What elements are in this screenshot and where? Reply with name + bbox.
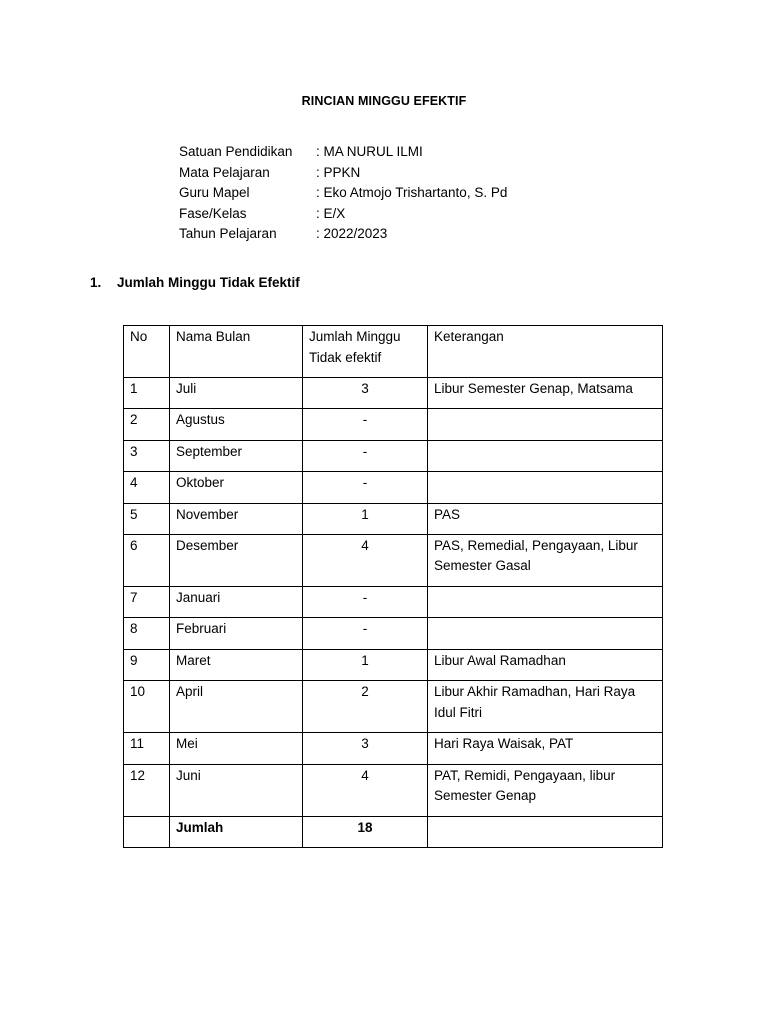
info-row-tahun-pelajaran xyxy=(179,224,507,245)
cell-no: 1 xyxy=(124,378,170,409)
cell-nama-bulan: Maret xyxy=(170,649,303,680)
section-title: Jumlah Minggu Tidak Efektif xyxy=(117,275,300,290)
cell-keterangan: PAS xyxy=(428,503,663,534)
table-row xyxy=(124,764,663,816)
cell-no: 5 xyxy=(124,503,170,534)
cell-no: 7 xyxy=(124,586,170,617)
info-label: Satuan Pendidikan xyxy=(179,144,293,159)
info-label: Tahun Pelajaran xyxy=(179,226,277,241)
table-row xyxy=(124,440,663,471)
info-row-satuan-pendidikan xyxy=(179,142,507,163)
cell-jumlah-minggu: 1 xyxy=(303,503,428,534)
cell-no: 8 xyxy=(124,618,170,649)
cell-nama-bulan: Februari xyxy=(170,618,303,649)
cell-keterangan xyxy=(428,409,663,440)
info-value: : MA NURUL ILMI xyxy=(316,144,423,159)
table-row xyxy=(124,409,663,440)
cell-keterangan xyxy=(428,472,663,503)
cell-nama-bulan: Agustus xyxy=(170,409,303,440)
table-row xyxy=(124,472,663,503)
section-number: 1. xyxy=(90,275,102,290)
cell-jumlah-minggu: 3 xyxy=(303,378,428,409)
cell-nama-bulan: Juni xyxy=(170,764,303,816)
info-row-mata-pelajaran xyxy=(179,163,507,184)
cell-no: 4 xyxy=(124,472,170,503)
table-header-row xyxy=(124,326,663,378)
table-total-row xyxy=(124,816,663,847)
table-row xyxy=(124,618,663,649)
total-value: 18 xyxy=(303,816,428,847)
section-heading xyxy=(90,275,300,290)
cell-keterangan xyxy=(428,440,663,471)
header-nama-bulan: Nama Bulan xyxy=(170,326,303,378)
table-row xyxy=(124,586,663,617)
table-row xyxy=(124,649,663,680)
total-no-cell xyxy=(124,816,170,847)
cell-keterangan: Hari Raya Waisak, PAT xyxy=(428,733,663,764)
info-value: : PPKN xyxy=(316,164,361,180)
table-row xyxy=(124,733,663,764)
cell-jumlah-minggu: 4 xyxy=(303,764,428,816)
cell-nama-bulan: Oktober xyxy=(170,472,303,503)
cell-keterangan: Libur Awal Ramadhan xyxy=(428,649,663,680)
table-row xyxy=(124,534,663,586)
table-row xyxy=(124,503,663,534)
cell-nama-bulan: September xyxy=(170,440,303,471)
info-value: : 2022/2023 xyxy=(316,226,388,241)
cell-jumlah-minggu: - xyxy=(303,586,428,617)
cell-jumlah-minggu: 2 xyxy=(303,681,428,733)
table-row xyxy=(124,378,663,409)
cell-jumlah-minggu: 4 xyxy=(303,534,428,586)
cell-keterangan: PAT, Remidi, Pengayaan, libur Semester Genap xyxy=(428,764,663,816)
cell-nama-bulan: Desember xyxy=(170,534,303,586)
cell-nama-bulan: April xyxy=(170,681,303,733)
cell-jumlah-minggu: - xyxy=(303,472,428,503)
total-label: Jumlah xyxy=(170,816,303,847)
header-no: No xyxy=(124,326,170,378)
cell-keterangan xyxy=(428,586,663,617)
cell-keterangan: Libur Akhir Ramadhan, Hari Raya Idul Fitri xyxy=(428,681,663,733)
cell-no: 12 xyxy=(124,764,170,816)
cell-no: 11 xyxy=(124,733,170,764)
identity-block xyxy=(179,142,507,245)
header-jumlah-minggu: Jumlah Minggu Tidak efektif xyxy=(303,326,428,378)
cell-keterangan: Libur Semester Genap, Matsama xyxy=(428,378,663,409)
info-value: : Eko Atmojo Trishartanto, S. Pd xyxy=(316,185,508,200)
cell-keterangan: PAS, Remedial, Pengayaan, Libur Semester Gasal xyxy=(428,534,663,586)
info-value: : E/X xyxy=(316,205,346,221)
total-keterangan-cell xyxy=(428,816,663,847)
info-row-guru-mapel xyxy=(179,183,507,204)
info-label: Fase/Kelas xyxy=(179,205,247,221)
cell-no: 3 xyxy=(124,440,170,471)
cell-jumlah-minggu: - xyxy=(303,409,428,440)
minggu-tidak-efektif-table xyxy=(123,325,663,848)
info-row-fase-kelas xyxy=(179,204,507,225)
cell-no: 9 xyxy=(124,649,170,680)
table-body xyxy=(124,378,663,817)
cell-jumlah-minggu: - xyxy=(303,440,428,471)
page-title: RINCIAN MINGGU EFEKTIF xyxy=(301,94,467,108)
cell-nama-bulan: Januari xyxy=(170,586,303,617)
cell-nama-bulan: Mei xyxy=(170,733,303,764)
cell-jumlah-minggu: 1 xyxy=(303,649,428,680)
cell-keterangan xyxy=(428,618,663,649)
info-label: Mata Pelajaran xyxy=(179,164,270,180)
cell-no: 2 xyxy=(124,409,170,440)
info-label: Guru Mapel xyxy=(179,185,250,200)
header-keterangan: Keterangan xyxy=(428,326,663,378)
cell-no: 6 xyxy=(124,534,170,586)
cell-jumlah-minggu: - xyxy=(303,618,428,649)
cell-no: 10 xyxy=(124,681,170,733)
cell-nama-bulan: November xyxy=(170,503,303,534)
cell-nama-bulan: Juli xyxy=(170,378,303,409)
table-row xyxy=(124,681,663,733)
cell-jumlah-minggu: 3 xyxy=(303,733,428,764)
